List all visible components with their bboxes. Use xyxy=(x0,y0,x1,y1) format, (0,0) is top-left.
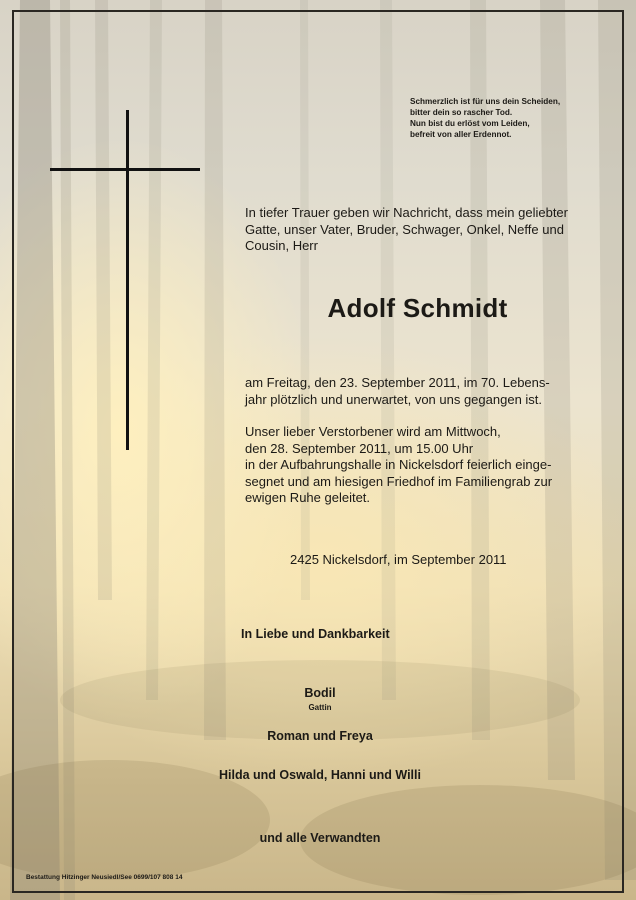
death-notice-line: am Freitag, den 23. September 2011, im 70. Lebens- xyxy=(245,375,550,390)
funeral-line: in der Aufbahrungshalle in Nickelsdorf feierlich einge- xyxy=(245,457,552,472)
poem xyxy=(410,96,610,140)
poem-line: Schmerzlich ist für uns dein Scheiden, xyxy=(410,97,561,106)
place-date: 2425 Nickelsdorf, im September 2011 xyxy=(290,552,507,567)
poem-line: bitter dein so rascher Tod. xyxy=(410,108,513,117)
funeral-line: den 28. September 2011, um 15.00 Uhr xyxy=(245,440,474,456)
funeral-line: Unser lieber Verstorbener wird am Mittwoch, xyxy=(245,424,501,439)
spouse-role: Gattin xyxy=(308,703,332,712)
death-notice xyxy=(245,375,590,408)
children-names: Roman und Freya xyxy=(267,729,373,743)
funeral-details xyxy=(245,424,590,507)
cross-icon-vertical xyxy=(126,110,129,450)
death-notice-line: jahr plötzlich und unerwartet, von uns gegangen ist. xyxy=(245,391,543,407)
intro-line: In tiefer Trauer geben wir Nachricht, dass mein geliebter xyxy=(245,205,568,220)
cross-icon-horizontal xyxy=(50,168,200,171)
spouse-name: Bodil xyxy=(304,686,336,700)
intro-text xyxy=(245,205,590,255)
poem-line: befreit von aller Erdennot. xyxy=(410,130,512,139)
intro-line: Gatte, unser Vater, Bruder, Schwager, Onkel, Neffe und xyxy=(245,221,564,237)
funeral-home-footer: Bestattung Hitzinger Neusiedl/See 0699/107 808 14 xyxy=(26,874,183,881)
intro-line: Cousin, Herr xyxy=(245,238,318,253)
relatives: und alle Verwandten xyxy=(259,831,381,845)
funeral-line: segnet und am hiesigen Friedhof im Familiengrab zur xyxy=(245,473,553,489)
poem-line: Nun bist du erlöst vom Leiden, xyxy=(410,119,530,128)
deceased-name: Adolf Schmidt xyxy=(327,293,508,323)
family-names: Hilda und Oswald, Hanni und Willi xyxy=(219,768,421,782)
funeral-line: ewigen Ruhe geleitet. xyxy=(245,490,371,505)
closing-phrase: In Liebe und Dankbarkeit xyxy=(241,627,390,641)
